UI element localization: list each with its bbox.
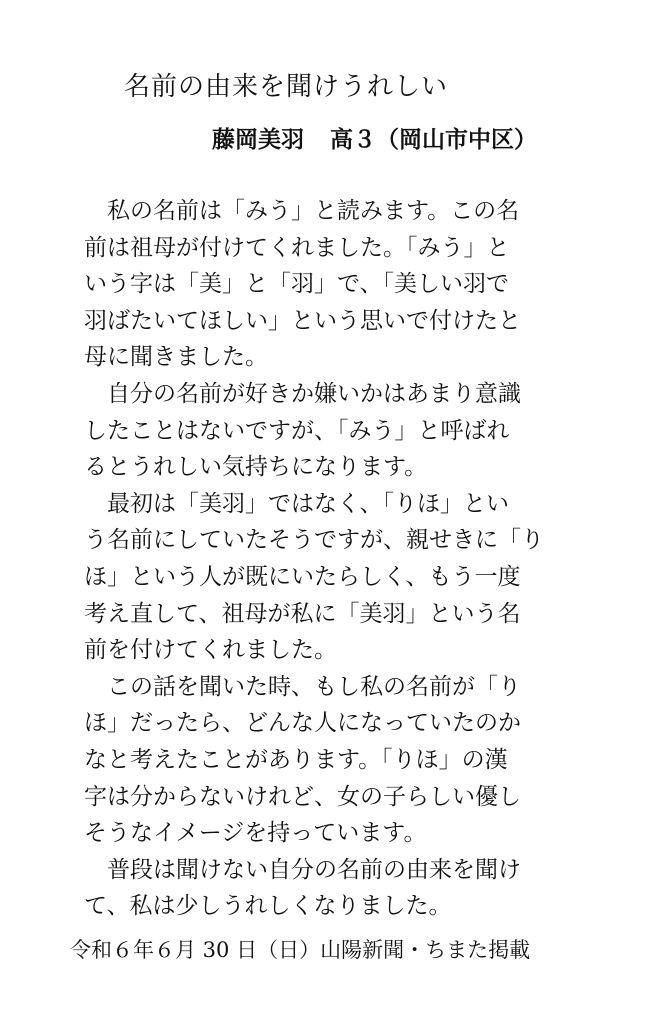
body-line: ほ」という人が既にいたらしく、もう一度 xyxy=(84,563,521,590)
body-line: て、私は少しうれしくなりました。 xyxy=(84,893,452,920)
body-line: 最初は「美羽」ではなく、「りほ」とい xyxy=(84,490,510,517)
body-line: そうなイメージを持っています。 xyxy=(84,820,427,847)
author-byline xyxy=(212,121,537,154)
body-line: 前を付けてくれました。 xyxy=(84,637,337,664)
body-line: この話を聞いた時、もし私の名前が「り xyxy=(84,673,521,700)
body-line: るとうれしい気持ちになります。 xyxy=(84,454,428,481)
body-line: なと考えたことがあります。「りほ」の漢 xyxy=(84,746,508,773)
article-title: 名前の由来を聞けうれしい xyxy=(124,72,449,102)
body-line: 考え直して、祖母が私に「美羽」という名 xyxy=(84,600,521,627)
body-line: ほ」だったら、どんな人になっていたのか xyxy=(84,710,521,737)
body-line: 普段は聞けない自分の名前の由来を聞け xyxy=(84,856,521,883)
body-line: 字は分からないけれど、女の子らしい優し xyxy=(84,783,521,810)
publication-footer: 令和６年６月 30 日（日）山陽新聞・ちまた掲載 xyxy=(70,938,531,962)
body-line: いう字は「美」と「羽」で、「美しい羽で xyxy=(84,271,510,298)
body-line: 自分の名前が好きか嫌いかはあまり意識 xyxy=(84,380,521,407)
body-line: う名前にしていたそうですが、親せきに「り xyxy=(84,527,544,554)
author-grade-location: 高３（岡山市中区） xyxy=(330,127,537,153)
body-line: 母に聞きました。 xyxy=(84,344,268,371)
body-line: したことはないですが、「みう」と呼ばれ xyxy=(84,417,510,444)
body-line: 私の名前は「みう」と読みます。この名 xyxy=(84,198,520,224)
article-body xyxy=(84,193,566,925)
author-name: 藤岡美羽 xyxy=(212,127,304,153)
body-line: 羽ばたいてほしい」という思いで付けたと xyxy=(84,307,521,334)
body-line: 前は祖母が付けてくれました。「みう」と xyxy=(84,234,510,261)
